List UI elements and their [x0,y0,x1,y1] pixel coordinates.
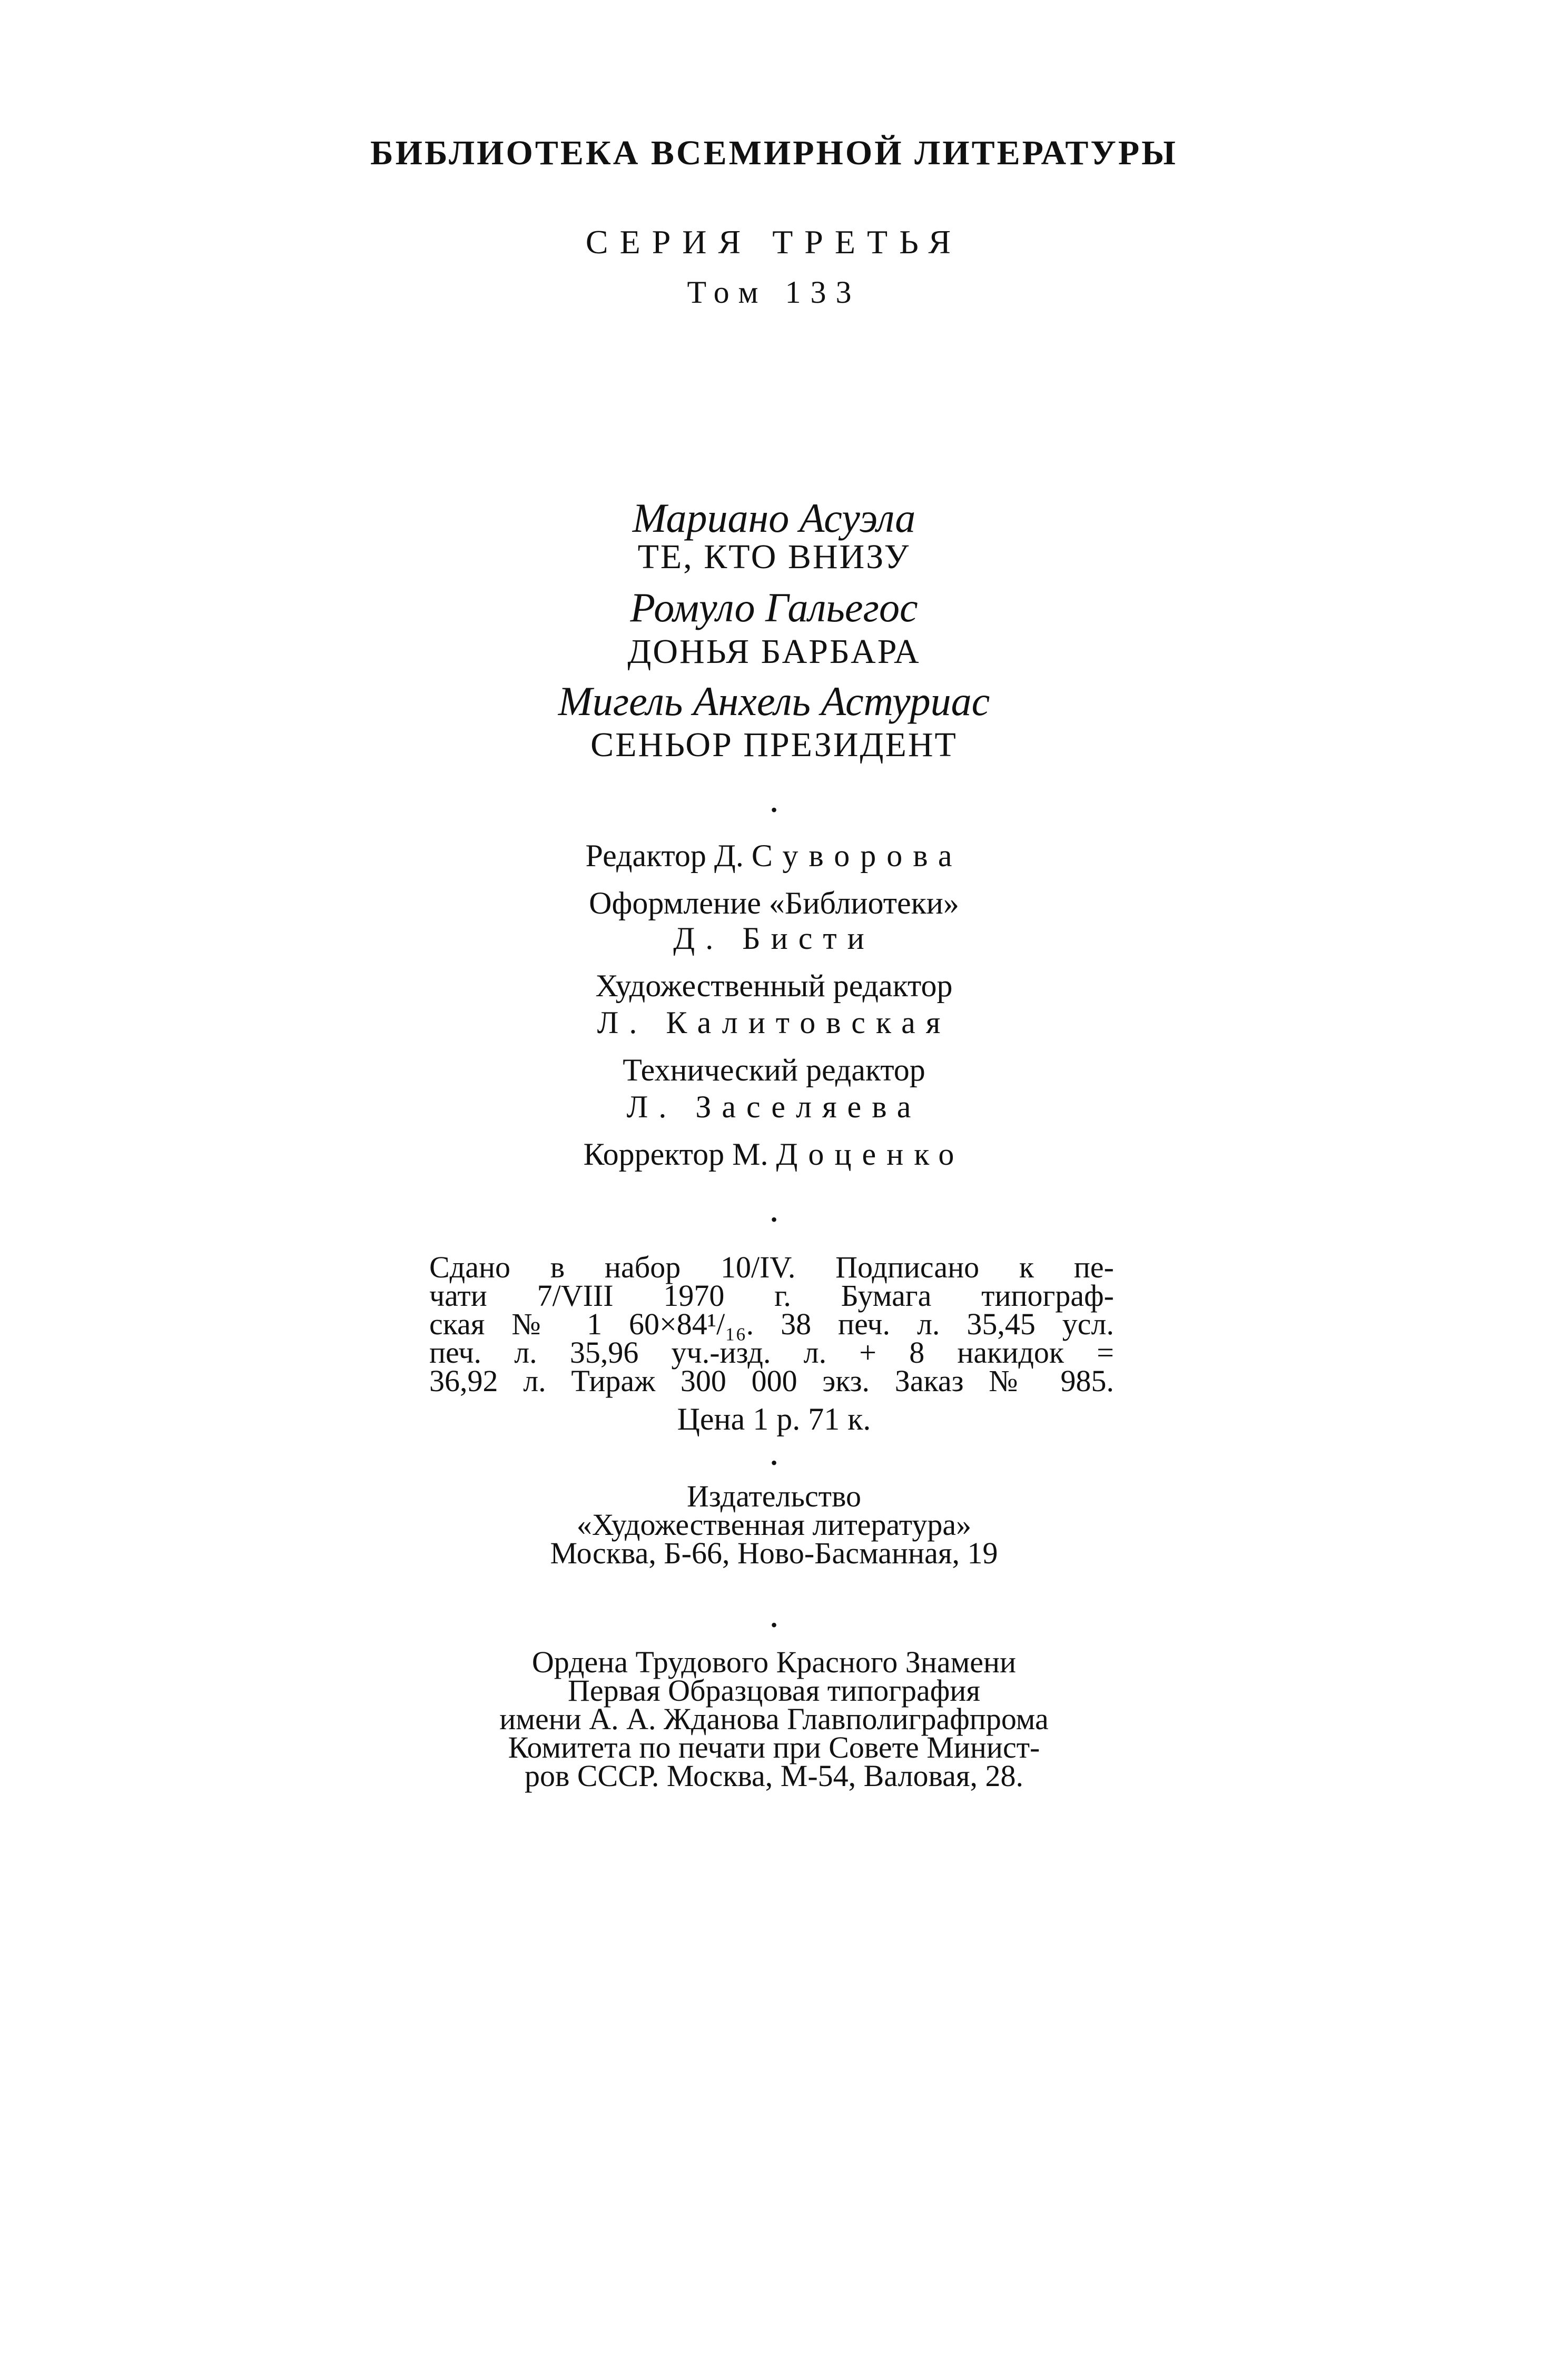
work-author: Мариано Асуэла [632,495,916,541]
design-label: Оформление «Библиотеки» [589,886,959,920]
imprint-line: 36,92 л. Тираж 300 000 экз. Заказ № 985. [429,1364,1114,1398]
printer-block [0,1645,1548,1793]
separator-star: • [771,1209,777,1230]
printer-line: имени А. А. Жданова Главполиграфпрома [499,1702,1049,1736]
imprint-block [429,1250,1114,1398]
separator-star: • [771,1452,777,1473]
editor-name: Суворова [751,838,963,873]
publisher-line: Издательство [686,1479,862,1513]
publisher-line: «Художественная литература» [576,1508,972,1542]
printer-line: Ордена Трудового Красного Знамени [531,1645,1017,1679]
price: Цена 1 р. 71 к. [677,1402,871,1436]
proofreader-credit [0,1138,1548,1170]
art-editor-name: Л. Калитовская [597,1005,951,1040]
publisher-block [0,1479,1548,1570]
imprint-line: печ. л. 35,96 уч.-изд. л. + 8 накидок = [429,1335,1114,1370]
work-title: ТЕ, КТО ВНИЗУ [637,538,911,576]
editor-credit [0,840,1548,871]
work-author: Ромуло Гальегос [630,584,918,630]
editor-label: Редактор Д. [585,838,744,873]
art-editor-label: Художественный редактор [595,968,953,1003]
printer-line: ров СССР. Москва, М-54, Валовая, 28. [524,1759,1024,1793]
work-title: СЕНЬОР ПРЕЗИДЕНТ [590,726,958,764]
series-title: СЕРИЯ ТРЕТЬЯ [585,223,963,261]
printer-line: Комитета по печати при Совете Минист- [508,1730,1040,1764]
imprint-line: ская № 1 60×84¹/₁₆. 38 печ. л. 35,45 усл. [429,1307,1114,1341]
library-title: БИБЛИОТЕКА ВСЕМИРНОЙ ЛИТЕРАТУРЫ [370,134,1178,172]
proofreader-label: Корректор М. [583,1137,768,1172]
work-title: ДОНЬЯ БАРБАРА [627,632,921,671]
printer-line: Первая Образцовая типография [567,1673,981,1708]
imprint-line: чати 7/VIII 1970 г. Бумага типограф- [429,1278,1114,1313]
work-author: Мигель Анхель Астуриас [558,678,990,724]
publisher-line: Москва, Б-66, Ново-Басманная, 19 [550,1536,998,1570]
volume-number: Том 133 [687,275,861,310]
separator-star: • [771,1614,777,1635]
proofreader-name: Доценко [776,1137,965,1172]
imprint-line: Сдано в набор 10/IV. Подписано к пе- [429,1250,1114,1284]
tech-editor-label: Технический редактор [623,1053,925,1087]
design-name: Д. Бисти [673,921,875,956]
separator-star: • [771,799,777,820]
tech-editor-name: Л. Заселяева [626,1089,922,1124]
